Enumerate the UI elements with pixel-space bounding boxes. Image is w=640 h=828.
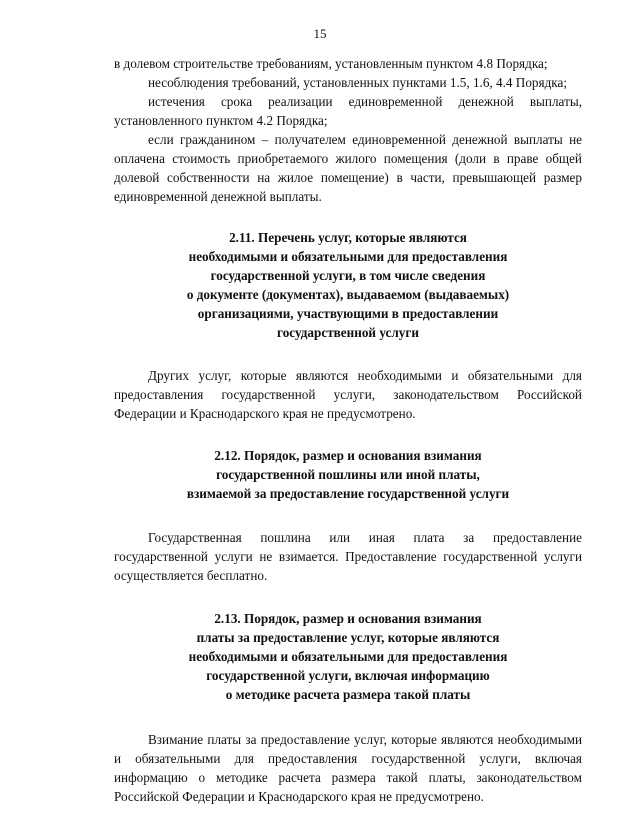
heading-line: платы за предоставление услуг, которые являются (196, 630, 500, 645)
section-body-2-13: Взимание платы за предоставление услуг, которые являются необходимыми и обязательными для предоставления государственной услуги, включая информацию о методике расчета размера такой платы, законодательством Российской Федерации и Краснодарского края не предусмотрено. (114, 732, 582, 804)
heading-line: 2.11. Перечень услуг, которые являются (229, 230, 467, 245)
heading-line: взимаемой за предоставление государственной услуги (186, 486, 510, 501)
intro-paragraph-2: несоблюдения требований, установленных пунктами 1.5, 1.6, 4.4 Порядка; (148, 75, 568, 90)
heading-line: о методике расчета размера такой платы (225, 687, 471, 702)
heading-line: 2.13. Порядок, размер и основания взимания (214, 611, 482, 626)
heading-line: необходимыми и обязательными для предоставления (188, 649, 508, 664)
section-body-2-11: Других услуг, которые являются необходимыми и обязательными для предоставления государственной услуги, законодательством Российской Федерации и Краснодарского края не предусмотрено. (114, 368, 582, 421)
section-heading-2-11 (114, 228, 582, 342)
heading-line: необходимыми и обязательными для предоставления (188, 249, 508, 264)
page-number: 15 (313, 26, 327, 41)
intro-paragraph-3: истечения срока реализации единовременной денежной выплаты, установленного пунктом 4.2 Порядка; (114, 94, 582, 128)
intro-paragraph-4: если гражданином – получателем единовременной денежной выплаты не оплачена стоимость приобретаемого жилого помещения (доли в праве общей долевой собственности на жилое помещение) в части, превышающей размер единовременной денежной выплаты. (114, 132, 582, 204)
section-heading-2-13 (114, 609, 582, 704)
section-heading-2-12 (114, 446, 582, 503)
heading-line: государственной услуги, включая информацию (206, 668, 490, 683)
document-body (114, 54, 582, 806)
heading-line: государственной услуги, в том числе сведения (210, 268, 486, 283)
heading-line: организациями, участвующими в предоставлении (197, 306, 499, 321)
heading-line: о документе (документах), выдаваемом (выдаваемых) (186, 287, 510, 302)
heading-line: государственной пошлины или иной платы, (216, 467, 480, 482)
intro-paragraph-1: в долевом строительстве требованиям, установленным пунктом 4.8 Порядка; (114, 56, 548, 71)
heading-line: государственной услуги (277, 325, 419, 340)
section-body-2-12: Государственная пошлина или иная плата за предоставление государственной услуги не взимается. Предоставление государственной услуги осуществляется бесплатно. (114, 530, 582, 583)
heading-line: 2.12. Порядок, размер и основания взимания (214, 448, 482, 463)
